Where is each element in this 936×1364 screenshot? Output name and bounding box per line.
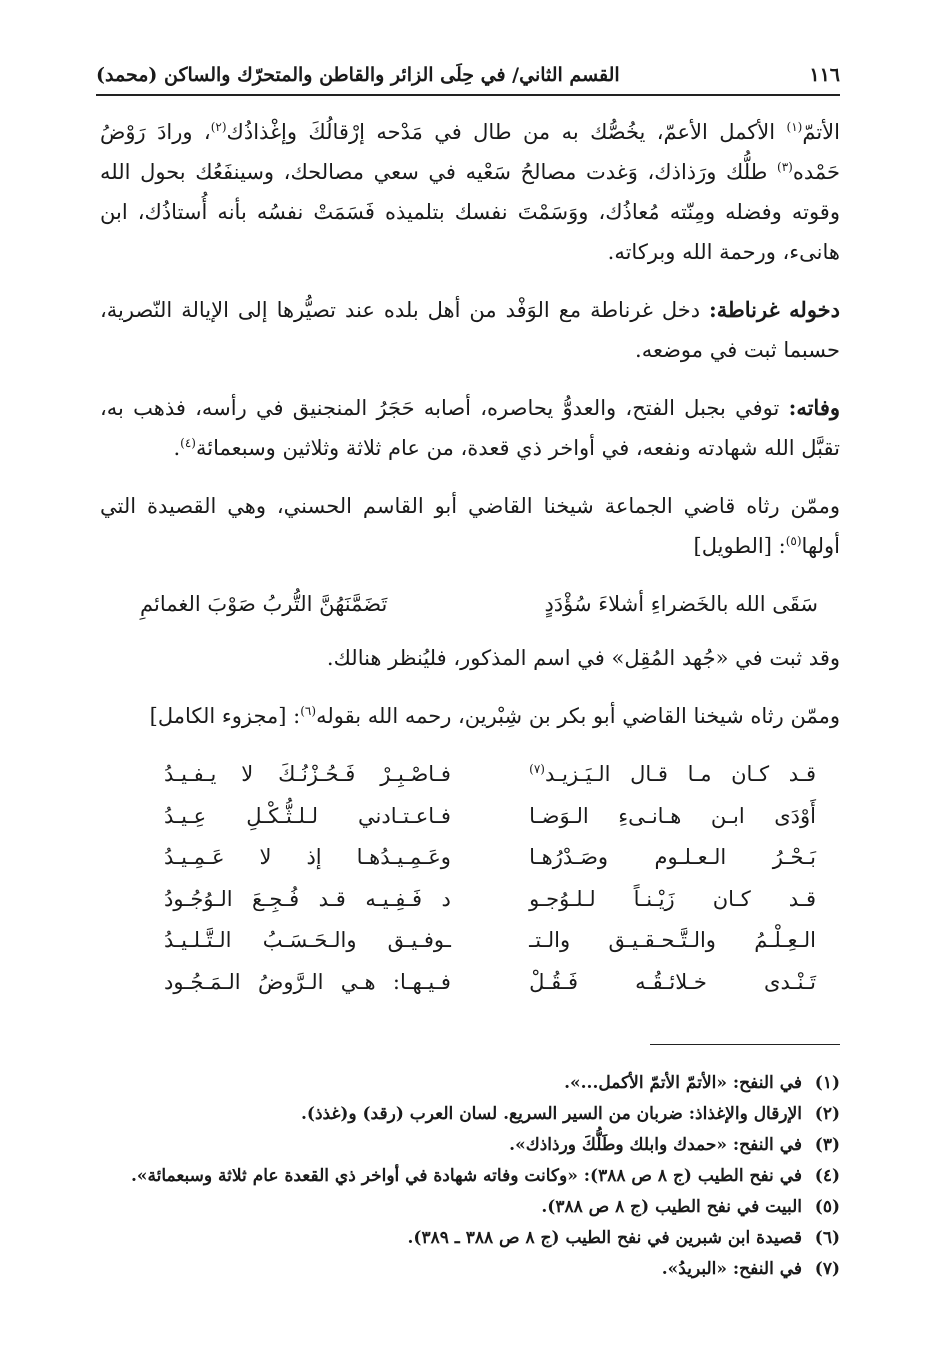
footnote <box>100 1223 840 1254</box>
verse-second-hemistich: فـيـهـا: هـي الـرَّوضُ الـمَـجُـود <box>164 969 451 994</box>
footnote-separator <box>650 1044 840 1045</box>
paragraph-death: وفاته: توفي بجبل الفتح، والعدوُّ يحاصره، أصابه حَجَرُ المنجنيق في رأسه، فذهب به، تقبَّل الله شهادته ونفعه، في أواخر ذي قعدة، من عام ثلاثة وثلاثين وسبعمائة$^{(٤)}$. <box>100 395 840 460</box>
footnote-ref-5: (٥) <box>785 534 802 548</box>
footnote-number: (٢) <box>814 1104 840 1124</box>
poem <box>100 754 840 1003</box>
footnote <box>100 1254 840 1285</box>
verse-second-hemistich: ـوفـيـق والـحَـسَـبُ الـتَّـلـيـدُ <box>164 928 451 952</box>
paragraph-entry-granada: دخوله غرناطة: دخل غرناطة مع الوَفْد من أهل بلده عند تصيُّرها إلى الإيالة النّصرية، حسبما ثبت في موضعه. <box>100 297 841 362</box>
verse-first-hemistich: أَوْدَى ابـن هـانـىءِ الـوَضـا <box>529 803 816 828</box>
footnote-text: الإرقال والإغذاذ: ضربان من السير السريع. لسان العرب (رقد) و(غذذ). <box>301 1104 802 1124</box>
poem-verse <box>100 962 840 1004</box>
footnote-ref-6: (٦) <box>300 704 317 718</box>
verse-second-hemistich: وعَـمِـيـدُهـا إذ لا عَـمِـيـدُ <box>164 845 451 869</box>
footnote-number: (٧) <box>814 1259 840 1279</box>
paragraph-letter-closing: الأتمّ$^{(١)}$ الأكمل الأعمّ، يخُصُّك به من طال في مَدْحه إرْقالُكَ وإغْذاذُك$^{(٢)}$، ورادَ رَوْضُ حَمْده$^{(٣)}$ طلُّك ورَذاذك، وَغدت مصالحُ سَعْيه في سعي مصالحك، وسينفَعُك بحول الله وقوته وفضله ومِنّته مُعاذُك، ووَسَمْتَ نفسك بتلميذه فَسَمَتْ نفسُه بأنه أُستاذُك، ابن هانىء، ورحمة الله وبركاته. <box>100 120 840 264</box>
verse-first-hemistich: الـعِـلْـمُ والـتَّـحـقـيـق والـتـ <box>529 928 816 952</box>
footnote <box>100 1192 840 1223</box>
header-rule <box>96 94 840 96</box>
poem-verse <box>100 879 840 921</box>
meter-label: : [الطويل] <box>693 534 786 558</box>
footnote <box>100 1068 840 1099</box>
footnote-text: في نفح الطيب (ج ٨ ص ٣٨٨): «وكانت وفاته شهادة في أواخر ذي القعدة عام ثلاثة وسبعمائة». <box>130 1166 802 1186</box>
footnote-text: البيت في نفح الطيب (ج ٨ ص ٣٨٨). <box>541 1197 802 1217</box>
footnote-number: (٦) <box>814 1228 840 1248</box>
footnote <box>100 1161 840 1192</box>
verse-second-hemistich: تَضَمَّنَهُنَّ التُّربُ صَوْبَ الغمائمِ <box>140 592 388 616</box>
footnotes <box>100 1068 840 1285</box>
page-number: ١١٦ <box>809 64 840 86</box>
paragraph-elegy-1: وممّن رثاه قاضي الجماعة شيخنا القاضي أبو القاسم الحسني، وهي القصيدة التي أولها$^{(٥)}$: [الطويل] <box>100 494 840 558</box>
poem-verse <box>100 754 840 796</box>
verse-single <box>100 584 840 624</box>
verse-second-hemistich: فـاصْـبِـرْ فَـحُـزْنُـكَ لا يـفـيـدُ <box>164 762 451 786</box>
verse-second-hemistich: فـاعـتـادني لـلـثُّـكْـلِ عِـيـدُ <box>164 803 451 828</box>
poem-verse <box>100 837 840 879</box>
footnote <box>100 1099 840 1130</box>
footnote-ref-1: (١) <box>786 120 803 134</box>
footnote-text: في النفح: «البريدُ». <box>661 1259 802 1279</box>
page-header <box>96 58 840 92</box>
footnote-number: (١) <box>814 1073 840 1093</box>
poem-verse <box>100 920 840 962</box>
verse-first-hemistich: قـد كـان زَيْـنـاً لـلـوُجـو <box>529 886 816 911</box>
meter-label: : [مجزوء الكامل] <box>149 704 301 728</box>
running-title: القسم الثاني/ في حِلَى الزائر والقاطن والمتحرّك والساكن (محمد) <box>96 64 620 86</box>
footnote-text: في النفح: «حمدك وابلك وطَلُّكَ ورذاذك». <box>509 1135 802 1155</box>
footnote-number: (٣) <box>814 1135 840 1155</box>
note-after-verse: وقد ثبت في «جُهد المُقِل» في اسم المذكور، فليُنظر هنالك. <box>326 646 840 670</box>
paragraph-elegy-2: وممّن رثاه شيخنا القاضي أبو بكر بن شِبْرين، رحمه الله بقوله$^{(٦)}$: [مجزوء الكامل] <box>149 704 840 728</box>
footnote <box>100 1130 840 1161</box>
footnote-text: قصيدة ابن شبرين في نفح الطيب (ج ٨ ص ٣٨٨ ـ ٣٨٩). <box>407 1228 802 1248</box>
verse-first-hemistich: سَقَى الله بالخَضراءِ أشلاءَ سُؤْدَدٍ <box>544 592 818 616</box>
verse-first-hemistich: بَـحْـرُ الـعـلـوم وصَـدْرُهـا <box>529 845 816 869</box>
poem-verse <box>100 796 840 838</box>
section-heading-entry: دخوله غرناطة: <box>709 297 841 322</box>
footnote-text: في النفح: «الأتمّ الأتمّ الأكمل...». <box>564 1073 802 1093</box>
section-heading-death: وفاته: <box>788 395 840 420</box>
verse-second-hemistich: د فَـفِـيـه قـد فُـجِـعَ الـوُجُـودُ <box>164 886 451 911</box>
footnote-ref-3: (٣) <box>777 160 793 174</box>
footnote-number: (٥) <box>814 1197 840 1217</box>
main-text <box>100 112 840 1003</box>
footnote-ref-2: (٢) <box>210 120 227 134</box>
footnote-number: (٤) <box>814 1166 840 1186</box>
verse-first-hemistich: قـد كـان مـا قـال الـيَـزيـد$^{(٧)}$ <box>529 762 816 786</box>
footnote-ref-7: (٧) <box>529 762 545 776</box>
footnote-ref-4: (٤) <box>180 436 196 450</box>
verse-first-hemistich: تَـنْـدى خـلائـقُـه فَـقُـلْ <box>529 969 816 994</box>
